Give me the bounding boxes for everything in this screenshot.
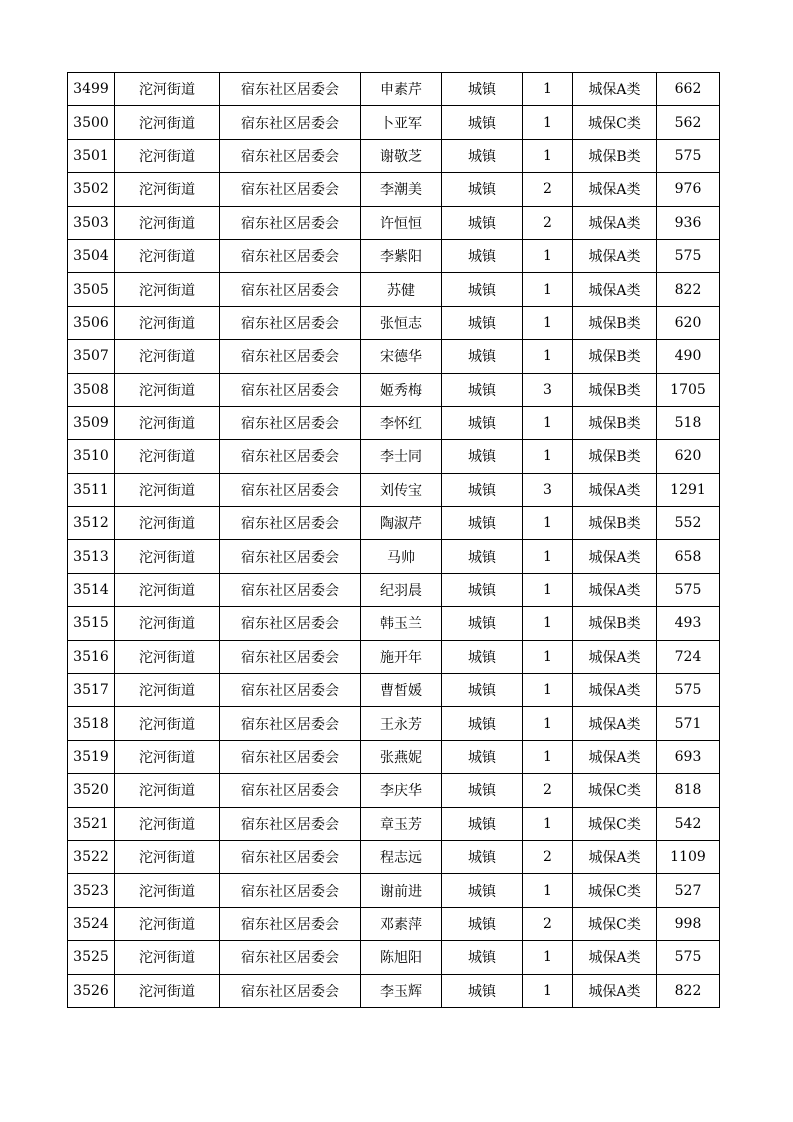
household-size-cell: 1 <box>523 674 573 707</box>
area-type-cell: 城镇 <box>442 373 523 406</box>
area-type-cell: 城镇 <box>442 573 523 606</box>
amount-cell: 936 <box>657 206 720 239</box>
community-cell: 宿东社区居委会 <box>220 740 361 773</box>
household-size-cell: 1 <box>523 707 573 740</box>
area-type-cell: 城镇 <box>442 173 523 206</box>
table-row <box>68 840 720 873</box>
street-cell: 沱河街道 <box>115 674 220 707</box>
table-row <box>68 106 720 139</box>
name-cell: 陈旭阳 <box>361 941 442 974</box>
area-type-cell: 城镇 <box>442 473 523 506</box>
name-cell: 谢敬芝 <box>361 139 442 172</box>
street-cell: 沱河街道 <box>115 106 220 139</box>
household-size-cell: 1 <box>523 106 573 139</box>
category-cell: 城保A类 <box>573 840 657 873</box>
community-cell: 宿东社区居委会 <box>220 607 361 640</box>
area-type-cell: 城镇 <box>442 907 523 940</box>
table-row <box>68 273 720 306</box>
table-row <box>68 373 720 406</box>
community-cell: 宿东社区居委会 <box>220 239 361 272</box>
serial-number-cell: 3521 <box>68 807 115 840</box>
table-row <box>68 707 720 740</box>
amount-cell: 575 <box>657 139 720 172</box>
area-type-cell: 城镇 <box>442 507 523 540</box>
category-cell: 城保A类 <box>573 173 657 206</box>
street-cell: 沱河街道 <box>115 907 220 940</box>
community-cell: 宿东社区居委会 <box>220 540 361 573</box>
serial-number-cell: 3499 <box>68 73 115 106</box>
area-type-cell: 城镇 <box>442 941 523 974</box>
street-cell: 沱河街道 <box>115 874 220 907</box>
household-size-cell: 1 <box>523 540 573 573</box>
street-cell: 沱河街道 <box>115 139 220 172</box>
community-cell: 宿东社区居委会 <box>220 507 361 540</box>
household-size-cell: 1 <box>523 941 573 974</box>
area-type-cell: 城镇 <box>442 674 523 707</box>
table-row <box>68 740 720 773</box>
serial-number-cell: 3501 <box>68 139 115 172</box>
name-cell: 申素芹 <box>361 73 442 106</box>
community-cell: 宿东社区居委会 <box>220 907 361 940</box>
area-type-cell: 城镇 <box>442 974 523 1007</box>
street-cell: 沱河街道 <box>115 540 220 573</box>
household-size-cell: 1 <box>523 640 573 673</box>
amount-cell: 662 <box>657 73 720 106</box>
serial-number-cell: 3515 <box>68 607 115 640</box>
street-cell: 沱河街道 <box>115 373 220 406</box>
community-cell: 宿东社区居委会 <box>220 774 361 807</box>
category-cell: 城保C类 <box>573 807 657 840</box>
serial-number-cell: 3520 <box>68 774 115 807</box>
amount-cell: 822 <box>657 273 720 306</box>
community-cell: 宿东社区居委会 <box>220 807 361 840</box>
name-cell: 曹皙媛 <box>361 674 442 707</box>
street-cell: 沱河街道 <box>115 774 220 807</box>
category-cell: 城保A类 <box>573 941 657 974</box>
street-cell: 沱河街道 <box>115 440 220 473</box>
community-cell: 宿东社区居委会 <box>220 473 361 506</box>
amount-cell: 571 <box>657 707 720 740</box>
community-cell: 宿东社区居委会 <box>220 173 361 206</box>
name-cell: 许恒恒 <box>361 206 442 239</box>
household-size-cell: 2 <box>523 774 573 807</box>
name-cell: 韩玉兰 <box>361 607 442 640</box>
amount-cell: 518 <box>657 406 720 439</box>
table-row <box>68 640 720 673</box>
community-cell: 宿东社区居委会 <box>220 674 361 707</box>
serial-number-cell: 3516 <box>68 640 115 673</box>
community-cell: 宿东社区居委会 <box>220 406 361 439</box>
area-type-cell: 城镇 <box>442 106 523 139</box>
area-type-cell: 城镇 <box>442 740 523 773</box>
table-row <box>68 340 720 373</box>
category-cell: 城保B类 <box>573 340 657 373</box>
community-cell: 宿东社区居委会 <box>220 440 361 473</box>
amount-cell: 1705 <box>657 373 720 406</box>
category-cell: 城保B类 <box>573 373 657 406</box>
table-row <box>68 941 720 974</box>
household-size-cell: 1 <box>523 406 573 439</box>
street-cell: 沱河街道 <box>115 273 220 306</box>
name-cell: 章玉芳 <box>361 807 442 840</box>
household-size-cell: 1 <box>523 239 573 272</box>
household-size-cell: 1 <box>523 740 573 773</box>
amount-cell: 562 <box>657 106 720 139</box>
area-type-cell: 城镇 <box>442 440 523 473</box>
community-cell: 宿东社区居委会 <box>220 874 361 907</box>
area-type-cell: 城镇 <box>442 774 523 807</box>
serial-number-cell: 3522 <box>68 840 115 873</box>
area-type-cell: 城镇 <box>442 139 523 172</box>
name-cell: 程志远 <box>361 840 442 873</box>
serial-number-cell: 3524 <box>68 907 115 940</box>
name-cell: 施开年 <box>361 640 442 673</box>
serial-number-cell: 3513 <box>68 540 115 573</box>
street-cell: 沱河街道 <box>115 640 220 673</box>
community-cell: 宿东社区居委会 <box>220 640 361 673</box>
amount-cell: 552 <box>657 507 720 540</box>
category-cell: 城保B类 <box>573 306 657 339</box>
serial-number-cell: 3505 <box>68 273 115 306</box>
category-cell: 城保B类 <box>573 607 657 640</box>
assistance-roster-table <box>67 72 720 1008</box>
street-cell: 沱河街道 <box>115 406 220 439</box>
community-cell: 宿东社区居委会 <box>220 73 361 106</box>
category-cell: 城保A类 <box>573 473 657 506</box>
name-cell: 谢前进 <box>361 874 442 907</box>
name-cell: 李紫阳 <box>361 239 442 272</box>
amount-cell: 822 <box>657 974 720 1007</box>
community-cell: 宿东社区居委会 <box>220 373 361 406</box>
table-row <box>68 73 720 106</box>
category-cell: 城保B类 <box>573 440 657 473</box>
name-cell: 马帅 <box>361 540 442 573</box>
area-type-cell: 城镇 <box>442 273 523 306</box>
name-cell: 苏健 <box>361 273 442 306</box>
household-size-cell: 2 <box>523 840 573 873</box>
name-cell: 张燕妮 <box>361 740 442 773</box>
amount-cell: 976 <box>657 173 720 206</box>
area-type-cell: 城镇 <box>442 707 523 740</box>
household-size-cell: 2 <box>523 173 573 206</box>
category-cell: 城保A类 <box>573 640 657 673</box>
household-size-cell: 1 <box>523 306 573 339</box>
area-type-cell: 城镇 <box>442 640 523 673</box>
name-cell: 李士同 <box>361 440 442 473</box>
household-size-cell: 1 <box>523 807 573 840</box>
amount-cell: 490 <box>657 340 720 373</box>
street-cell: 沱河街道 <box>115 807 220 840</box>
household-size-cell: 1 <box>523 974 573 1007</box>
area-type-cell: 城镇 <box>442 406 523 439</box>
table-row <box>68 540 720 573</box>
table-row <box>68 507 720 540</box>
street-cell: 沱河街道 <box>115 573 220 606</box>
table-row <box>68 139 720 172</box>
amount-cell: 998 <box>657 907 720 940</box>
category-cell: 城保A类 <box>573 73 657 106</box>
serial-number-cell: 3519 <box>68 740 115 773</box>
area-type-cell: 城镇 <box>442 239 523 272</box>
street-cell: 沱河街道 <box>115 473 220 506</box>
amount-cell: 575 <box>657 941 720 974</box>
street-cell: 沱河街道 <box>115 206 220 239</box>
serial-number-cell: 3514 <box>68 573 115 606</box>
area-type-cell: 城镇 <box>442 73 523 106</box>
category-cell: 城保A类 <box>573 707 657 740</box>
community-cell: 宿东社区居委会 <box>220 340 361 373</box>
amount-cell: 620 <box>657 440 720 473</box>
name-cell: 姬秀梅 <box>361 373 442 406</box>
household-size-cell: 1 <box>523 507 573 540</box>
serial-number-cell: 3502 <box>68 173 115 206</box>
serial-number-cell: 3512 <box>68 507 115 540</box>
amount-cell: 1291 <box>657 473 720 506</box>
category-cell: 城保C类 <box>573 774 657 807</box>
street-cell: 沱河街道 <box>115 607 220 640</box>
community-cell: 宿东社区居委会 <box>220 941 361 974</box>
household-size-cell: 1 <box>523 340 573 373</box>
serial-number-cell: 3517 <box>68 674 115 707</box>
table-row <box>68 239 720 272</box>
category-cell: 城保C类 <box>573 106 657 139</box>
table-body <box>68 73 720 1008</box>
table-row <box>68 306 720 339</box>
community-cell: 宿东社区居委会 <box>220 206 361 239</box>
category-cell: 城保B类 <box>573 507 657 540</box>
serial-number-cell: 3506 <box>68 306 115 339</box>
household-size-cell: 2 <box>523 907 573 940</box>
table-row <box>68 674 720 707</box>
table-row <box>68 206 720 239</box>
name-cell: 纪羽晨 <box>361 573 442 606</box>
household-size-cell: 2 <box>523 206 573 239</box>
area-type-cell: 城镇 <box>442 306 523 339</box>
serial-number-cell: 3510 <box>68 440 115 473</box>
category-cell: 城保B类 <box>573 406 657 439</box>
amount-cell: 575 <box>657 573 720 606</box>
area-type-cell: 城镇 <box>442 607 523 640</box>
table-row <box>68 440 720 473</box>
household-size-cell: 1 <box>523 874 573 907</box>
table-row <box>68 874 720 907</box>
street-cell: 沱河街道 <box>115 707 220 740</box>
household-size-cell: 3 <box>523 373 573 406</box>
name-cell: 陶淑芹 <box>361 507 442 540</box>
serial-number-cell: 3526 <box>68 974 115 1007</box>
category-cell: 城保A类 <box>573 573 657 606</box>
name-cell: 邓素萍 <box>361 907 442 940</box>
street-cell: 沱河街道 <box>115 507 220 540</box>
street-cell: 沱河街道 <box>115 340 220 373</box>
name-cell: 宋德华 <box>361 340 442 373</box>
category-cell: 城保A类 <box>573 540 657 573</box>
area-type-cell: 城镇 <box>442 840 523 873</box>
name-cell: 卜亚军 <box>361 106 442 139</box>
name-cell: 李潮美 <box>361 173 442 206</box>
street-cell: 沱河街道 <box>115 974 220 1007</box>
amount-cell: 693 <box>657 740 720 773</box>
household-size-cell: 3 <box>523 473 573 506</box>
category-cell: 城保C类 <box>573 907 657 940</box>
table-row <box>68 173 720 206</box>
area-type-cell: 城镇 <box>442 874 523 907</box>
name-cell: 李玉辉 <box>361 974 442 1007</box>
amount-cell: 527 <box>657 874 720 907</box>
community-cell: 宿东社区居委会 <box>220 306 361 339</box>
serial-number-cell: 3504 <box>68 239 115 272</box>
table-row <box>68 573 720 606</box>
serial-number-cell: 3507 <box>68 340 115 373</box>
category-cell: 城保A类 <box>573 974 657 1007</box>
table-row <box>68 974 720 1007</box>
serial-number-cell: 3508 <box>68 373 115 406</box>
street-cell: 沱河街道 <box>115 941 220 974</box>
category-cell: 城保C类 <box>573 874 657 907</box>
street-cell: 沱河街道 <box>115 173 220 206</box>
household-size-cell: 1 <box>523 139 573 172</box>
amount-cell: 620 <box>657 306 720 339</box>
name-cell: 李庆华 <box>361 774 442 807</box>
serial-number-cell: 3523 <box>68 874 115 907</box>
household-size-cell: 1 <box>523 73 573 106</box>
serial-number-cell: 3511 <box>68 473 115 506</box>
community-cell: 宿东社区居委会 <box>220 273 361 306</box>
amount-cell: 575 <box>657 674 720 707</box>
area-type-cell: 城镇 <box>442 807 523 840</box>
community-cell: 宿东社区居委会 <box>220 573 361 606</box>
amount-cell: 575 <box>657 239 720 272</box>
serial-number-cell: 3500 <box>68 106 115 139</box>
table-row <box>68 607 720 640</box>
household-size-cell: 1 <box>523 440 573 473</box>
name-cell: 李怀红 <box>361 406 442 439</box>
community-cell: 宿东社区居委会 <box>220 840 361 873</box>
street-cell: 沱河街道 <box>115 840 220 873</box>
amount-cell: 724 <box>657 640 720 673</box>
amount-cell: 818 <box>657 774 720 807</box>
household-size-cell: 1 <box>523 607 573 640</box>
name-cell: 王永芳 <box>361 707 442 740</box>
street-cell: 沱河街道 <box>115 306 220 339</box>
name-cell: 刘传宝 <box>361 473 442 506</box>
name-cell: 张恒志 <box>361 306 442 339</box>
table-row <box>68 907 720 940</box>
serial-number-cell: 3525 <box>68 941 115 974</box>
table-row <box>68 807 720 840</box>
table-row <box>68 406 720 439</box>
amount-cell: 1109 <box>657 840 720 873</box>
household-size-cell: 1 <box>523 273 573 306</box>
community-cell: 宿东社区居委会 <box>220 707 361 740</box>
serial-number-cell: 3509 <box>68 406 115 439</box>
street-cell: 沱河街道 <box>115 73 220 106</box>
category-cell: 城保A类 <box>573 674 657 707</box>
table-row <box>68 473 720 506</box>
street-cell: 沱河街道 <box>115 740 220 773</box>
area-type-cell: 城镇 <box>442 540 523 573</box>
community-cell: 宿东社区居委会 <box>220 139 361 172</box>
amount-cell: 658 <box>657 540 720 573</box>
household-size-cell: 1 <box>523 573 573 606</box>
table-row <box>68 774 720 807</box>
amount-cell: 493 <box>657 607 720 640</box>
area-type-cell: 城镇 <box>442 206 523 239</box>
serial-number-cell: 3518 <box>68 707 115 740</box>
community-cell: 宿东社区居委会 <box>220 974 361 1007</box>
street-cell: 沱河街道 <box>115 239 220 272</box>
category-cell: 城保A类 <box>573 740 657 773</box>
category-cell: 城保B类 <box>573 139 657 172</box>
area-type-cell: 城镇 <box>442 340 523 373</box>
serial-number-cell: 3503 <box>68 206 115 239</box>
amount-cell: 542 <box>657 807 720 840</box>
category-cell: 城保A类 <box>573 206 657 239</box>
category-cell: 城保A类 <box>573 273 657 306</box>
community-cell: 宿东社区居委会 <box>220 106 361 139</box>
category-cell: 城保A类 <box>573 239 657 272</box>
